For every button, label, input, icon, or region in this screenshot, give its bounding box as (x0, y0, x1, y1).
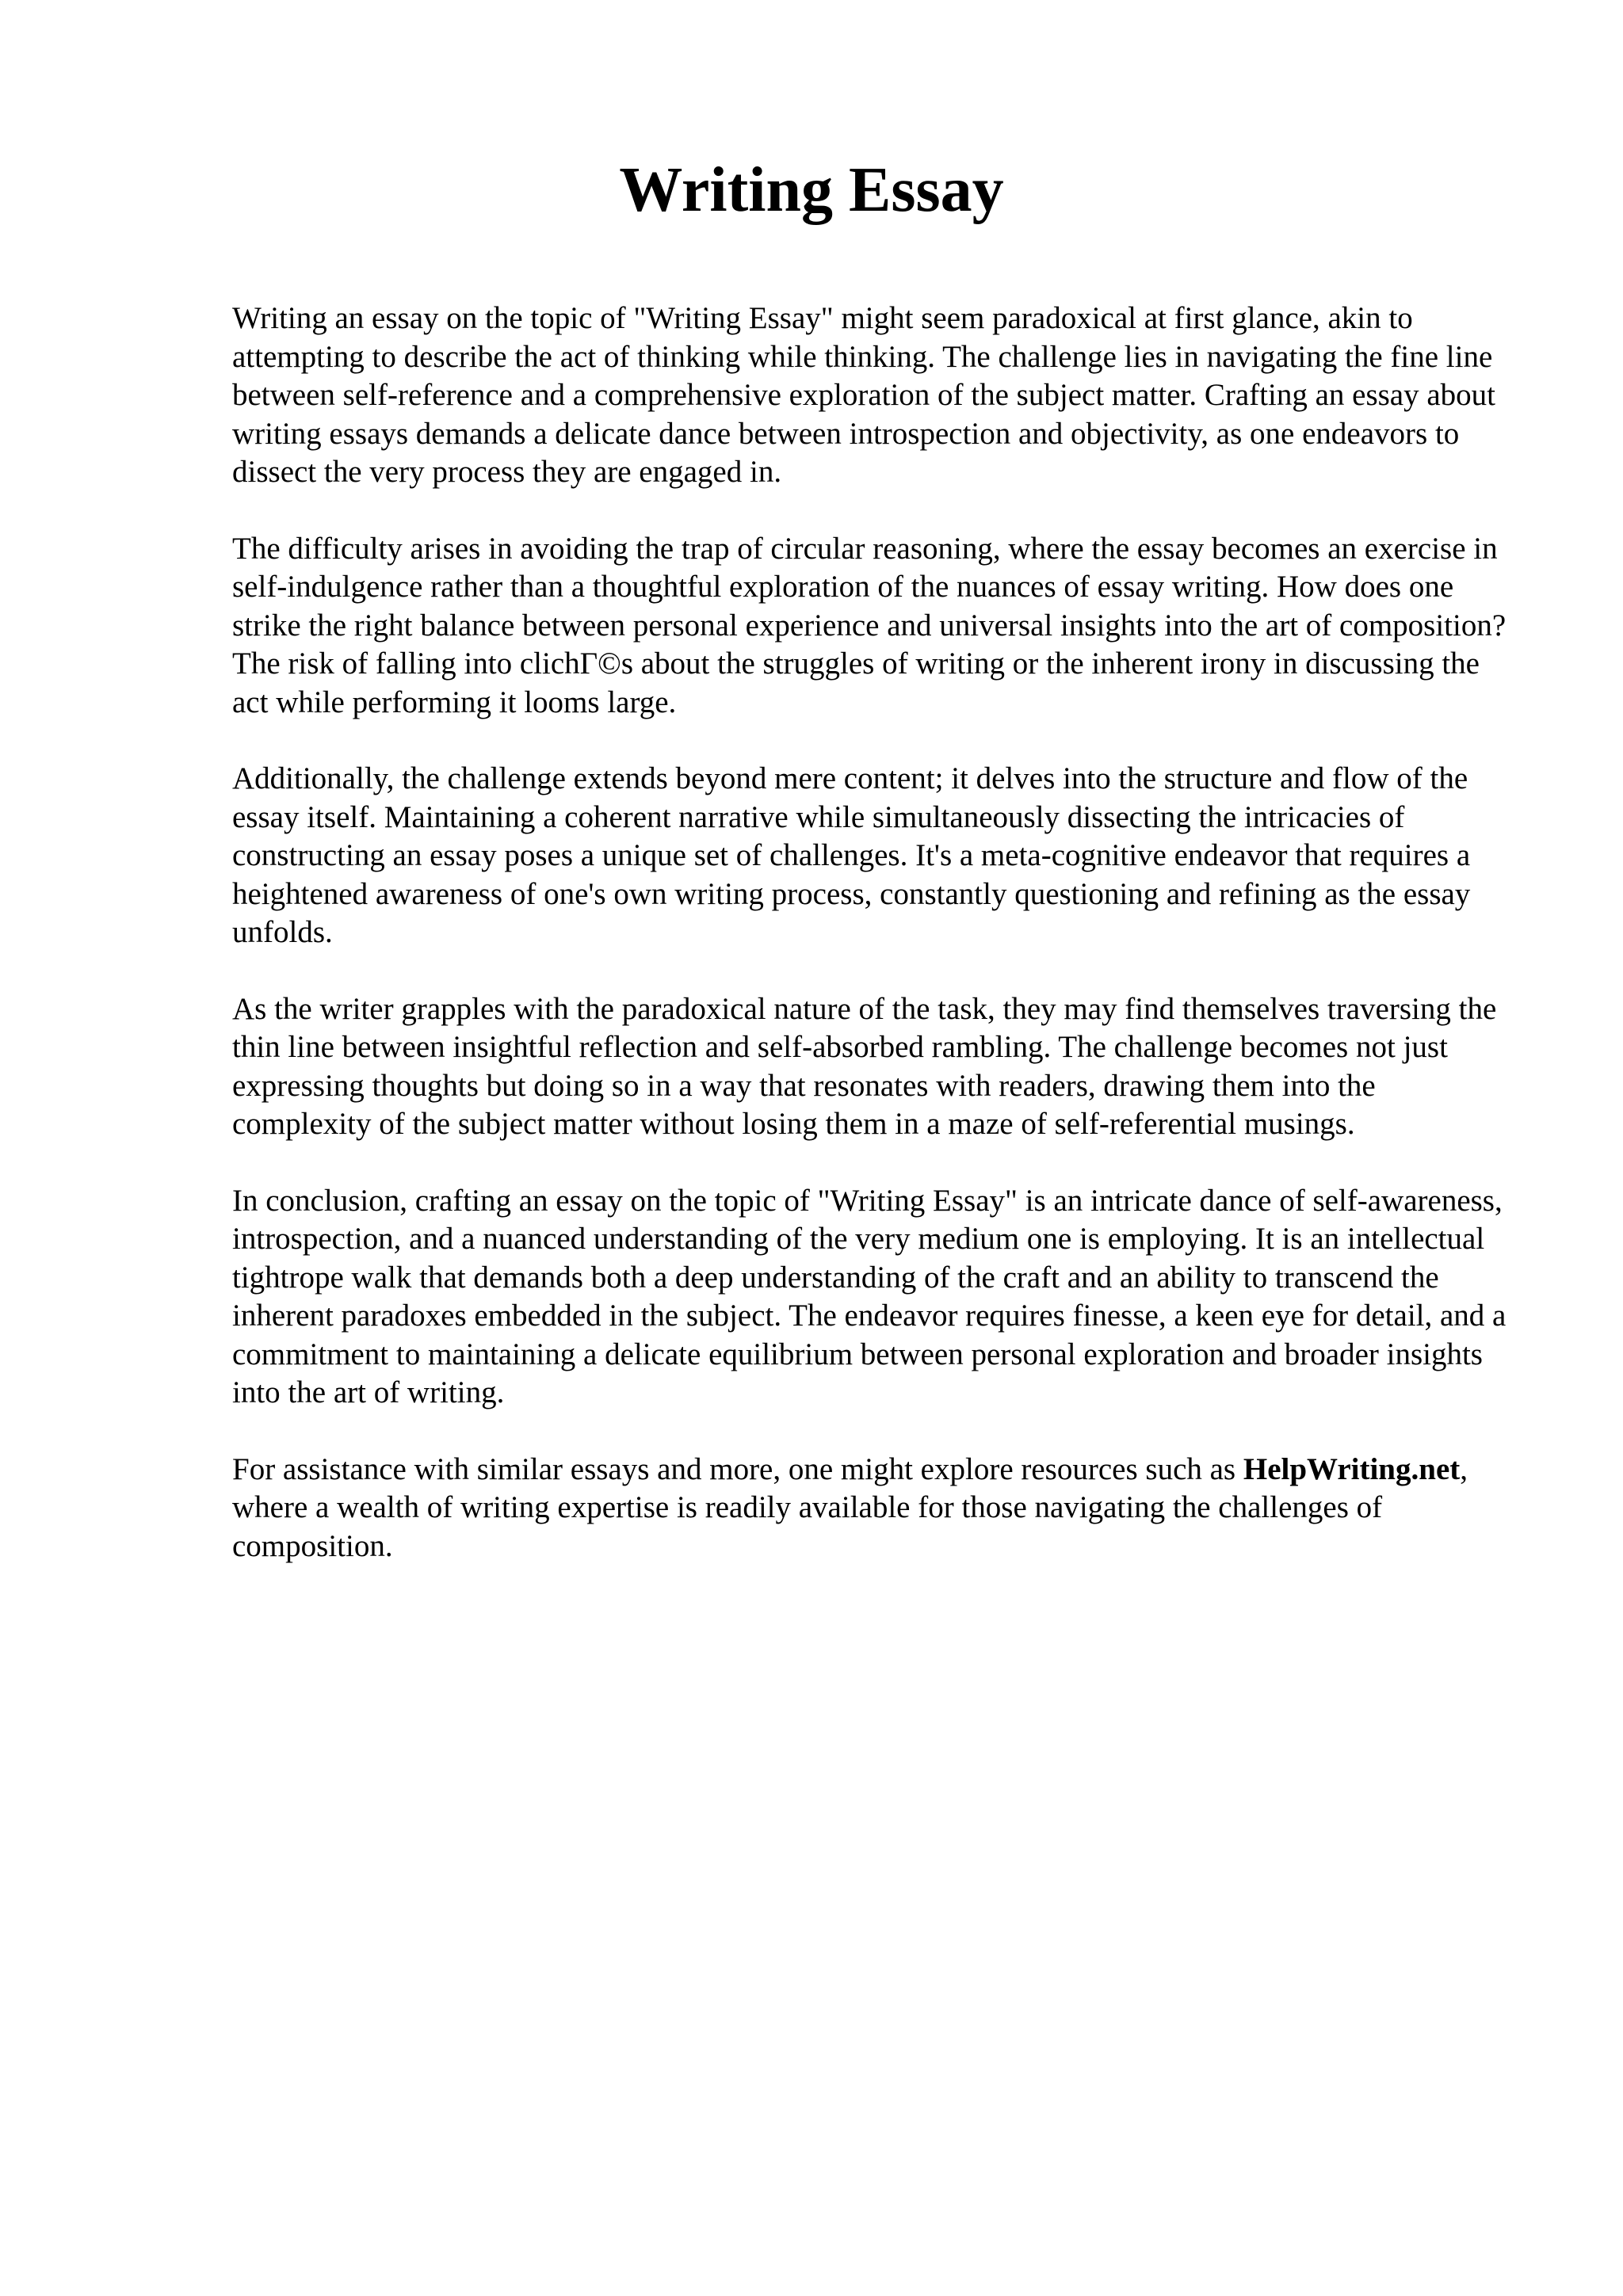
closing-text-after: , where a wealth of writing expertise is readily available for those navigating the challenges of composition. (232, 1451, 1468, 1563)
paragraph-4: As the writer grapples with the paradoxical nature of the task, they may find themselves traversing the thin line between insightful reflection and self-absorbed rambling. The challenge becomes not just expressing thoughts but doing so in a way that resonates with readers, drawing them into the complexity of the subject matter without losing them in a maze of self-referential musings. (232, 991, 1497, 1141)
closing-text-before: For assistance with similar essays and more, one might explore resources such as (232, 1451, 1243, 1486)
document-body (232, 299, 1516, 1604)
closing-paragraph (232, 1451, 1516, 1566)
document-title: Writing Essay (619, 155, 1004, 225)
paragraph-2: The difficulty arises in avoiding the trap of circular reasoning, where the essay becomes an exercise in self-indulgence rather than a thoughtful exploration of the nuances of essay writing. How does one strike the right balance between personal experience and universal insights into the art of composition? The risk of falling into clichΓ©s about the struggles of writing or the inherent irony in discussing the act while performing it looms large. (232, 531, 1507, 719)
paragraph-5: In conclusion, crafting an essay on the topic of "Writing Essay" is an intricate dance of self-awareness, introspection, and a nuanced understanding of the very medium one is employing. It is an intellectual tightrope walk that demands both a deep understanding of the craft and an ability to transcend the inherent paradoxes embedded in the subject. The endeavor requires finesse, a keen eye for detail, and a commitment to maintaining a delicate equilibrium between personal exploration and broader insights into the art of writing. (232, 1183, 1507, 1409)
paragraph-1: Writing an essay on the topic of "Writing Essay" might seem paradoxical at first glance, akin to attempting to describe the act of thinking while thinking. The challenge lies in navigating the fine line between self-reference and a comprehensive exploration of the subject matter. Crafting an essay about writing essays demands a delicate dance between introspection and objectivity, as one endeavors to dissect the very process they are engaged in. (232, 301, 1496, 489)
helpwriting-link[interactable]: HelpWriting.net (1243, 1451, 1461, 1486)
paragraph-3: Additionally, the challenge extends beyond mere content; it delves into the structure and flow of the essay itself. Maintaining a coherent narrative while simultaneously dissecting the intricacies of constructing an essay poses a unique set of challenges. It's a meta-cognitive endeavor that requires a heightened awareness of one's own writing process, constantly questioning and refining as the essay unfolds. (232, 761, 1471, 949)
